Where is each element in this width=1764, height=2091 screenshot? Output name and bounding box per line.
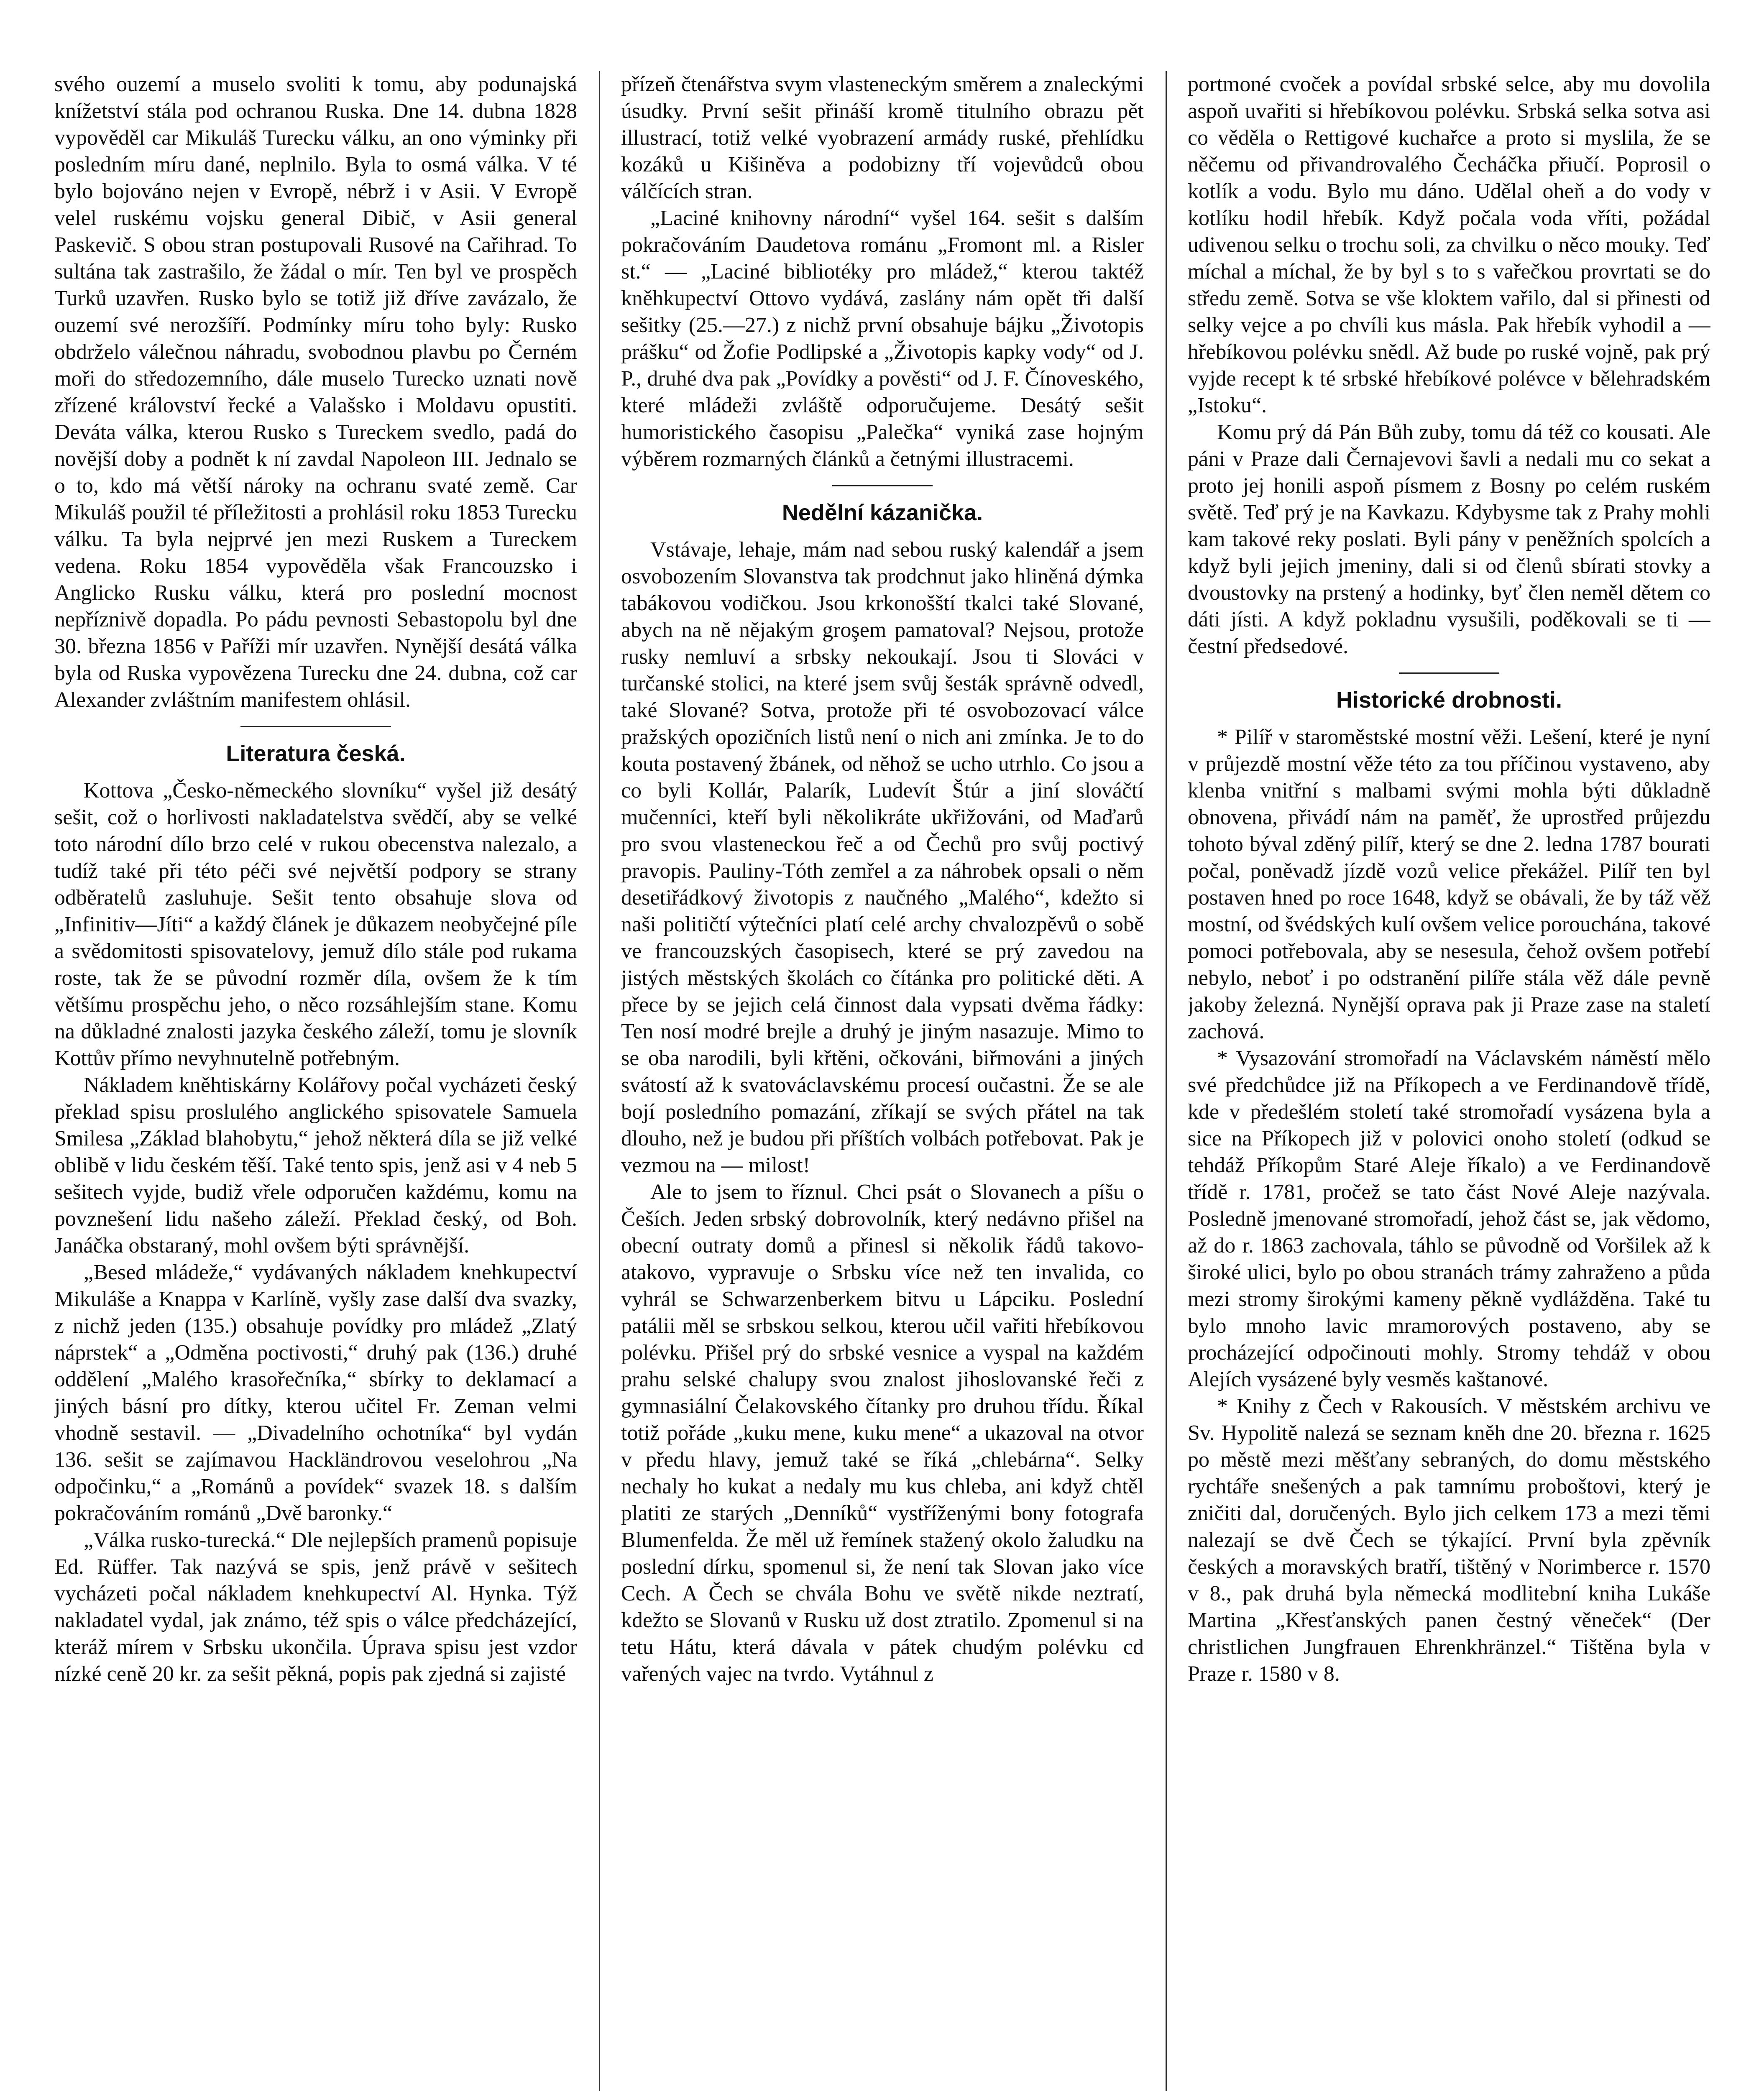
- article-paragraph: * Vysazování stromořadí na Václavském náměstí mělo své předchůdce již na Příkopech a ve Ferdinandově třídě, kde v předešlém století také stromořadí vysázena byla a sice na Příkopech již v polovici onoho století (odkud se tehdáž Příkopům Staré Aleje říkalo) a ve Ferdinandově třídě r. 1781, pročež se tato část Nové Aleje nazývala. Posledně jmenované stromořadí, jehož část se, jak vědomo, až do r. 1863 zachovala, táhlo se původně od Voršilek až k široké ulici, bylo po obou stranách trámy zahraženo a půda mezi stromy širokými kameny pěkně vydlážděna. Také tu bylo mnoho lavic mramorových postaveno, aby se procházející odpočinouti mohly. Stromy tehdáž v obou Alejích vysázené byly vesměs kaštanové.: [1188, 1046, 1710, 1391]
- column-rule: [599, 71, 600, 2091]
- column-2: [621, 71, 1144, 2091]
- article-paragraph: portmoné cvoček a povídal srbské selce, aby mu dovolila aspoň uvařiti si hřebíkovou polévku. Srbská selka sotva asi co věděla o Rettigové kuchařce a proto si myslila, že se něčemu od přivandrovalého Čecháčka přiučí. Poprosil o kotlík a vodu. Bylo mu dáno. Udělal oheň a do vody v kotlíku hodil hřebík. Když počala voda vříti, požádal udivenou selku o trochu soli, za chvilku o něco mouky. Teď míchal a míchal, že by byl s to s vařečkou provrtati se do středu země. Sotva se vše kloktem vařilo, dal si přinesti od selky vejce a po chvíli kus másla. Pak hřebík vyhodil a — hřebíkovou polévku snědl. Až bude po ruské vojně, pak prý vyjde recept k té srbské hřebíkové polévce v bělehradském „Istoku“.: [1188, 72, 1710, 417]
- article-paragraph: svého ouzemí a muselo svoliti k tomu, aby podunajská knížetství stála pod ochranou Ruska. Dne 14. dubna 1828 vypověděl car Mikuláš Turecku válku, an ono výminky při posledním míru dané, neplnilo. Byla to osmá válka. V té bylo bojováno nejen v Evropě, nébrž i v Asii. V Evropě velel ruskému vojsku general Dibič, v Asii general Paskevič. S obou stran postupovali Rusové na Cařihrad. To sultána tak zastrašilo, že žádal o mír. Ten byl ve prospěch Turků uzavřen. Rusko bylo se totiž již dříve zavázalo, že ouzemí své nerozšíří. Podmínky míru toho byly: Rusko obdrželo válečnou náhradu, svobodnou plavbu po Černém moři do středozemního, dále muselo Turecko uznati nově zřízené království řecké a Valašsko i Moldavu opustiti. Deváta válka, kterou Rusko s Tureckem svedlo, padá do novější doby a podnět k ní zavdal Napoleon III. Jednalo se o to, kdo má větší nároky na ochranu svaté země. Car Mikuláš použil té příležitosti a prohlásil roku 1853 Turecku válku. Ta byla nejprvé jen mezi Ruskem a Tureckem vedena. Roku 1854 vypověděla však Francouzsko i Anglicko Rusku válku, která pro poslední mocnost nepříznivě dopadla. Po pádu pevnosti Sebastopolu byl dne 30. března 1856 v Paříži mír uzavřen. Nynější desátá válka byla od Ruska vypovězena Turecku dne 24. dubna, což car Alexander zvláštním manifestem ohlásil.: [54, 72, 577, 712]
- article-paragraph: „Besed mládeže,“ vydávaných nákladem knehkupectví Mikuláše a Knappa v Karlíně, vyšly zase další dva svazky, z nichž jeden (135.) obsahuje povídky pro mládež „Zlatý náprstek“ a „Odměna poctivosti,“ druhý pak (136.) druhé oddělení „Malého krasořečníka,“ sbírky to deklamací a jiných básní pro dítky, kterou učitel Fr. Zeman velmi vhodně sestavil. — „Divadelního ochotníka“ byl vydán 136. sešit se zajímavou Hackländrovou veselohrou „Na odpočinku,“ a „Románů a povídek“ svazek 18. s dalším pokračováním románů „Dvě baronky.“: [54, 1260, 577, 1525]
- column-1: [54, 71, 577, 2091]
- article-paragraph: Kottova „Česko-německého slovníku“ vyšel již desátý sešit, což o horlivosti nakladatelstva svědčí, aby se velké toto národní dílo brzo celé v rukou obecenstva nalezalo, a tudíž také při této péči své největší podpory se strany odběratelů zasluhuje. Sešit tento obsahuje slova od „Infinitiv—Jíti“ a každý článek je důkazem neobyčejné píle a svědomitosti spisovatelovy, jemuž dílo stále pod rukama roste, tak že se původní rozměr díla, ovšem že k tím většímu prospěchu jeho, o něco rozsáhlejším stane. Komu na důkladné znalosti jazyka českého záleží, tomu je slovník Kottův přímo nevyhnutelně potřebným.: [54, 779, 577, 1070]
- article-paragraph: Ale to jsem to říznul. Chci psát o Slovanech a píšu o Češích. Jeden srbský dobrovolník, který nedávno přišel na obecní outraty domů a přinesl si několik řádů takovo-atakovo, vypravuje o Srbsku více než ten invalida, co vyhrál se Schwarzenberkem bitvu u Lápciku. Poslední patálii měl se srbskou selkou, kterou učil vařiti hřebíkovou polévku. Přišel prý do srbské vesnice a vyspal na každém prahu selské chalupy svou znalost jihoslovanské řeči z gymnasiální Čelakovského čítanky pro druhou třídu. Říkal totiž pořáde „kuku mene, kuku mene“ a ukazoval na otvor v předu hlavy, jemuž také se říká „chlebárna“. Selky nechaly ho kukat a nedaly mu kus chleba, ani když chtěl platiti ze starých „Denníků“ vystříženými bony fotografa Blumenfelda. Že měl už řemínek stažený okolo žaludku na poslední dírku, spomenul si, že není tak Slovan jako více Cech. A Čech se chvála Bohu ve světě nikde neztratí, kdežto se Slovanů v Rusku už dost ztratilo. Zpomenul si na tetu Hátu, která dávala v pátek chudým polévku cd vařených vajec na tvrdo. Vytáhnul z: [621, 1180, 1144, 1686]
- article-paragraph: * Knihy z Čech v Rakousích. V městském archivu ve Sv. Hypolitě nalezá se seznam kněh dne 20. března r. 1625 po městě mezi měšťany sebraných, do domu městského rychtáře snešených a pak tamnímu proboštovi, který je zničiti dal, doručených. Bylo jich celkem 173 a mezi těmi nalezají se dvě Čech se týkající. První byla zpěvník českých a moravských bratří, tištěný v Norimberce r. 1570 v 8., pak druhá byla německá modlitební kniha Lukáše Martina „Křesťanských panen čestný věneček“ (Der christlichen Jungfrauen Ehrenkhränzel.“ Tištěna byla v Praze r. 1580 v 8.: [1188, 1394, 1710, 1686]
- section-separator: [832, 485, 933, 486]
- article-paragraph: Nákladem kněhtiskárny Kolářovy počal vycházeti český překlad spisu proslulého anglického spisovatele Samuela Smilesa „Základ blahobytu,“ jehož některá díla se již velké oblibě v lidu českém těší. Také tento spis, jenž asi v 4 neb 5 sešitech vyjde, budiž vřele odporučen každému, komu na povznešení lidu našeho záleží. Překlad český, od Boh. Janáčka obstaraný, mohl ovšem býti správnější.: [54, 1073, 577, 1258]
- section-separator: [1399, 672, 1499, 674]
- column-rule: [1166, 71, 1167, 2091]
- section-heading: Historické drobnosti.: [1336, 688, 1562, 713]
- section-separator: [240, 726, 391, 727]
- section-heading: Literatura česká.: [226, 741, 406, 766]
- article-paragraph: „Laciné knihovny národní“ vyšel 164. sešit s dalším pokračováním Daudetova románu „Fromont ml. a Risler st.“ — „Laciné bibliotéky pro mládež,“ kterou taktéž kněhkupectví Ottovo vydává, zaslány nám opět tři další sešitky (25.—27.) z nichž první obsahuje bájku „Životopis prášku“ od Žofie Podlipské a „Životopis kapky vody“ od J. P., druhé dva pak „Povídky a pověsti“ od J. F. Čínoveského, které mládeži zvláště odporučujeme. Desátý sešit humoristického časopisu „Palečka“ vyniká zase hojným výběrem rozmarných článků a četnými illustracemi.: [621, 206, 1144, 471]
- article-paragraph: přízeň čtenářstva svym vlasteneckým směrem a znaleckými úsudky. První sešit přináší kromě titulního obrazu pět illustrací, totiž velké vyobrazení armády ruské, přehlídku kozáků u Kišiněva a podobizny tří vojevůdců obou válčících stran.: [621, 72, 1144, 203]
- section-heading: Nedělní kázanička.: [782, 500, 983, 525]
- newspaper-page: [54, 71, 1710, 2091]
- article-paragraph: „Válka rusko-turecká.“ Dle nejlepších pramenů popisuje Ed. Rüffer. Tak nazývá se spis, jenž právě v sešitech vycházeti počal nákladem knehkupectví Al. Hynka. Týž nakladatel vydal, jak známo, též spis o válce předcházející, kteráž mírem v Srbsku ukončila. Úprava spisu jest vzdor nízké ceně 20 kr. za sešit pěkná, popis pak zjedná si zajisté: [54, 1528, 577, 1686]
- article-paragraph: Vstávaje, lehaje, mám nad sebou ruský kalendář a jsem osvobozením Slovanstva tak prodchnut jako hliněná dýmka tabákovou vodičkou. Jsou krkonošští tkalci také Slované, abych na ně nějakým groşem pamatoval? Nejsou, protože rusky nemluví a srbsky nekoukají. Jsou ti Slováci v turčanské stolici, na které jsem svůj šesták správně odvedl, také Slované? Sotva, protože při té osvobozovací válce pražských opozičních listů není o nich ani zmínka. Je to do kouta postavený žbánek, od něhož se ucho utrhlo. Co jsou a co byli Kollár, Palarík, Ludevít Štúr a jiní slováčtí mučenníci, kteří byli několikráte ukřižováni, od Maďarů pro svou vlasteneckou řeč a od Čechů pro svůj poctivý pravopis. Pauliny-Tóth zemřel a za náhrobek opsali o něm desetiřádkový životopis z naučného „Malého“, kdežto si naši političtí výtečníci platí celé archy chvalozpěvů o sobě ve francouzských časopisech, které se prý zavedou na jistých městských školách co čítánka pro politické děti. A přece by se jejich celá činnost dala vypsati dvěma řádky: Ten nosí modré brejle a druhý je jiným nasazuje. Mimo to se oba narodili, byli křtěni, očkováni, biřmováni a jiných svátostí až k svatováclavskému procesí oučastni. Že se ale bojí posledního pomazání, zříkají se svých přátel na tak dlouho, než je budou při příštích volbách potřebovat. Pak je vezmou na — milost!: [621, 538, 1144, 1177]
- column-3: [1188, 71, 1710, 2091]
- article-paragraph: Komu prý dá Pán Bůh zuby, tomu dá též co kousati. Ale páni v Praze dali Černajevovi šavli a nedali mu co sekat a proto jej honili aspoň písmem z Bosny po celém ruském světě. Teď prý je na Kavkazu. Kdybysme tak z Prahy mohli kam takové reky poslati. Byli pány v peněžních spolcích a když byli jejich jmeniny, dali si od členů sbírati stovky a dvoustovky na prstený a hodinky, byť člen neměl dětem co dáti jísti. A když pokladnu vysušili, poděkovali se ti — čestní předsedové.: [1188, 420, 1710, 658]
- article-paragraph: * Pilíř v staroměstské mostní věži. Lešení, které je nyní v průjezdě mostní věže této za tou příčinou vystaveno, aby klenba vnitřní s malbami svými mohla býti důkladně obnovena, přivádí nám na paměť, že uprostřed průjezdu tohoto býval zděný pilíř, který se dne 2. ledna 1787 bourati počal, poněvadž jízdě vozů velice překážel. Pilíř ten byl postaven hned po roce 1648, když se obávali, že by táž věž mostní, od švédských kulí ovšem velice porouchána, takové pomoci potřebovala, aby se nesesula, čehož ovšem potřebí nebylo, neboť i po odstranění pilíře stála věž dále pevně jakoby železná. Nynější oprava pak ji Praze zase na staletí zachová.: [1188, 725, 1710, 1043]
